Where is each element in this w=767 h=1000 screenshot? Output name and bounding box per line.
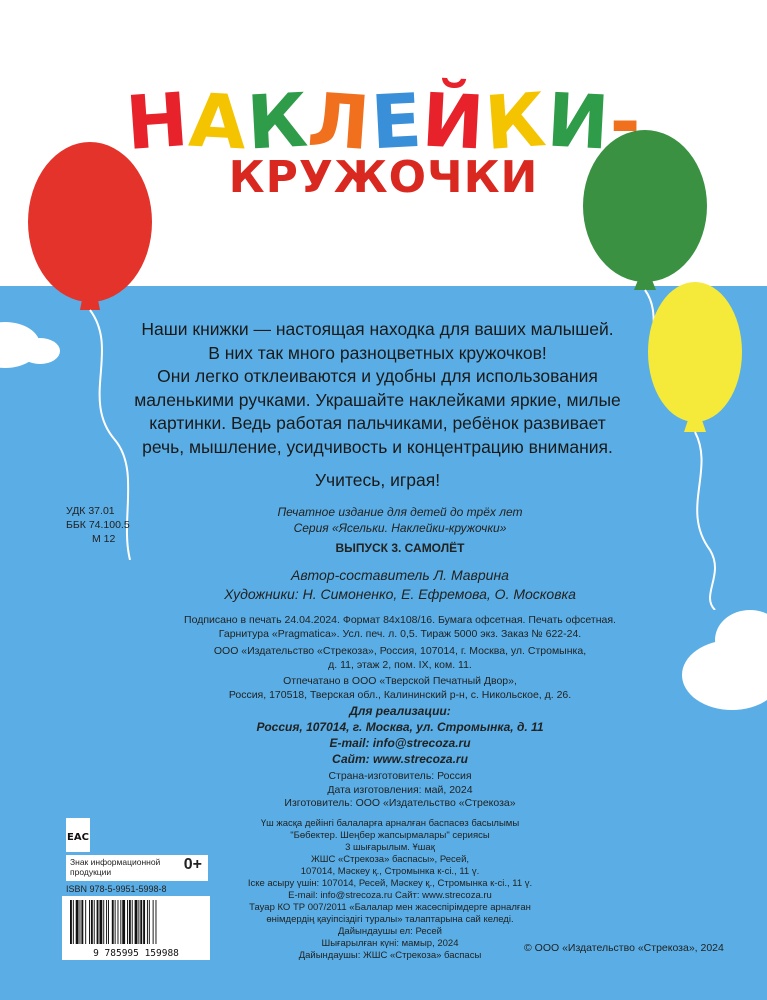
title-letter: Е [368,77,425,167]
manufacturer-line: Страна-изготовитель: Россия [328,770,472,782]
barcode-bar [94,900,95,944]
eac-mark-svg [66,818,90,852]
barcode-bar [85,900,86,944]
barcode-bar [76,900,79,944]
sales-contacts [190,703,610,767]
barcode-bar [140,900,142,944]
kazakh-line: өнімдердің қауіпсіздігі туралы» талаптарына сай келеді. [266,914,514,925]
barcode [62,896,210,960]
barcode-bar [122,900,125,944]
barcode-bar [112,900,114,944]
eac-conformity-icon [66,818,90,852]
manufacturer-line: Дата изготовления: май, 2024 [327,783,473,796]
barcode-bar [89,900,90,944]
sales-line: Сайт: www.strecoza.ru [332,752,468,766]
publisher-line: ООО «Издательство «Стрекоза», Россия, 107014, г. Москва, ул. Стромынка, [213,645,587,657]
intro-text [100,318,655,493]
barcode-bar [132,900,133,944]
printer-line: Отпечатано в ООО «Тверской Печатный Двор», [283,675,517,687]
isbn-number: ISBN 978-5-9951-5998-8 [66,884,167,894]
barcode-digits: 9 785995 159988 [93,948,179,959]
credits-block [190,566,610,604]
kazakh-line: 107014, Мәскеу қ., Стромынка к-сі., 11 ү. [300,866,480,877]
print-details [170,614,630,641]
barcode-bar [149,900,150,944]
printer-address [170,675,630,702]
kazakh-line: Дайындаушы ел: Ресей [338,926,442,937]
kazakh-imprint [200,818,580,962]
udk-code: УДК 37.01 [66,505,115,517]
title-letter: Й [420,77,488,167]
intro-line: Они легко отклеиваются и удобны для использования [157,366,598,386]
title-letter: - [609,79,642,165]
barcode-bar [156,900,157,944]
series-name: Серия «Ясельки. Наклейки-кружочки» [293,521,507,535]
print-detail-line: Подписано в печать 24.04.2024. Формат 84х108/16. Бумага офсетная. Печать офсетная. [184,614,616,626]
barcode-bar [97,900,99,944]
title-letter: Л [305,76,374,168]
intro-line: речь, мышление, усидчивость и концентрацию внимания. [142,436,613,457]
barcode-bar [118,900,119,944]
kazakh-line: Іске асыру үшін: 107014, Ресей, Мәскеу қ., Стромынка к-сі., 11 ү. [247,878,533,889]
info-product-sign [66,855,208,881]
kazakh-line: Үш жасқа дейінгі балаларға арналған баспасөз басылымы [260,818,520,829]
age-rating: 0+ [183,856,202,873]
title-letter: Н [122,76,192,168]
yellow-balloon-image [640,280,750,610]
barcode-bar [81,900,83,944]
barcode-image [62,896,210,960]
barcode-bar [73,900,74,944]
barcode-bar [138,900,139,944]
library-codes [66,504,130,546]
sales-line: E-mail: info@strecoza.ru [329,736,471,750]
kazakh-line: E-mail: info@strecoza.ru Сайт: www.strecoza.ru [288,890,492,901]
author-mark: М 12 [92,533,116,545]
kazakh-line: 3 шығарылым. Ұшақ [345,842,435,853]
barcode-bar [120,900,121,944]
intro-line: картинки. Ведь работая пальчиками, ребёнок развивает [149,413,606,433]
edition-note: Печатное издание для детей до трёх лет [277,505,523,519]
publisher-line: д. 11, этаж 2, пом. IX, ком. 11. [328,658,472,671]
intro-line: В них так много разноцветных кружочков! [208,342,547,363]
barcode-bar [129,900,131,944]
title-letter: К [482,76,550,168]
kazakh-line: Дайындаушы: ЖШС «Стрекоза» баспасы [298,950,482,961]
barcode-bar [91,900,93,944]
manufacturer-line: Изготовитель: ООО «Издательство «Стрекоза» [284,797,516,809]
kazakh-line: Тауар КО ТР 007/2011 «Балалар мен жасөспірімдерге арналған [249,902,531,913]
bbk-code: ББК 74.100.5 [66,519,130,531]
kazakh-line: "Бөбектер. Шеңбер жапсырмалары" сериясы [290,830,490,841]
sales-line: Для реализации: [349,704,451,718]
print-detail-line: Гарнитура «Pragmatica». Усл. печ. л. 0,5. Тираж 5000 экз. Заказ № 622-24. [218,627,582,640]
artists-credit: Художники: Н. Симоненко, Е. Ефремова, О. Московка [224,586,576,602]
barcode-bar [106,900,107,944]
barcode-bar [143,900,145,944]
printer-line: Россия, 170518, Тверская обл., Калининский р-н, с. Никольское, д. 26. [228,688,572,701]
barcode-bar [153,900,154,944]
publisher-address [170,645,630,672]
sales-line: Россия, 107014, г. Москва, ул. Стромынка, д. 11 [256,720,544,734]
title-letter: К [244,77,311,167]
info-sign-label: Знак информационной продукции [70,857,161,877]
issue-title: ВЫПУСК 3. САМОЛЁТ [335,541,465,555]
barcode-bar [115,900,116,944]
title-letter: А [186,77,250,167]
kazakh-line: Шығарылған күні: мамыр, 2024 [321,938,459,949]
barcode-bar [127,900,128,944]
barcode-bar [80,900,81,944]
eac-mark-text: ЕАС [67,832,89,843]
copyright-notice: © ООО «Издательство «Стрекоза», 2024 [524,942,724,954]
barcode-bar [99,900,102,944]
barcode-bar [70,900,72,944]
edition-block [190,504,610,536]
intro-line: маленькими ручками. Украшайте наклейками яркие, милые [134,389,621,410]
title-letter: И [544,77,612,167]
manufacturer-info [190,770,610,811]
barcode-bar [103,900,104,944]
intro-line: Наши книжки — настоящая находка для ваших малышей. [141,319,614,339]
barcode-bar [135,900,138,944]
intro-cta: Учитесь, играя! [314,470,441,490]
cover-subtitle: КРУЖОЧКИ [228,152,539,203]
barcode-bar [147,900,148,944]
kazakh-line: ЖШС «Стрекоза» баспасы», Ресей, [310,854,470,865]
compiler-credit: Автор-составитель Л. Маврина [291,567,509,583]
barcode-bar [108,900,109,944]
